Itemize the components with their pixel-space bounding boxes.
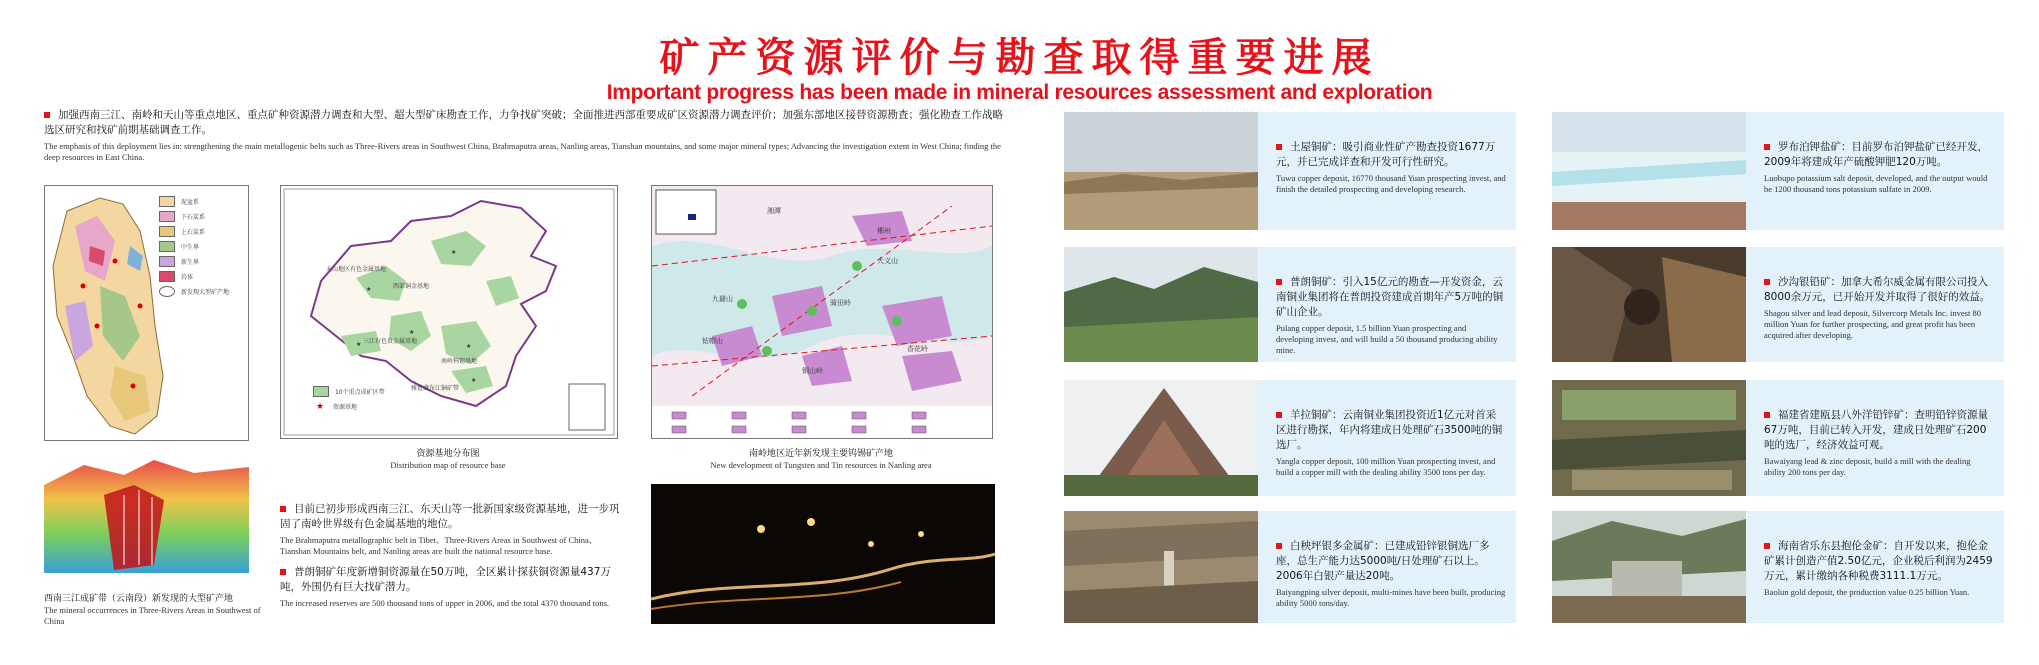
resource-base-text <box>280 502 620 609</box>
deposit-panel <box>1746 247 2004 362</box>
bullet-icon <box>1276 144 1282 150</box>
deposit-en: Baiyangping silver deposit, multi-mines have been built, producing ability 5000 tons/day. <box>1276 587 1506 608</box>
map-label: 九嶷山 <box>712 295 733 303</box>
base-item-en: The Brahmaputra metallographic belt in Tibet、Three-Rivers Areas in Southwest of China、Tianshan Mountains belt, and Nanling areas are built the national resource base. <box>280 535 598 556</box>
deposit-cn: 罗布泊钾盐矿：目前罗布泊钾盐矿已经开发，2009年将建成年产硫酸钾肥120万吨。 <box>1764 141 1988 168</box>
bullet-icon <box>1764 279 1770 285</box>
base-item-cn: 目前已初步形成西南三江、东天山等一批新国家级资源基地，进一步巩固了南岭世界级有色金属基地的地位。 <box>280 503 620 530</box>
deposit-cn: 土屋铜矿：吸引商业性矿产勘查投资1677万元，并已完成详查和开发可行性研究。 <box>1276 141 1496 168</box>
china-map-legend <box>313 384 385 414</box>
svg-text:★: ★ <box>356 341 362 348</box>
map-label: 钻帽山 <box>702 337 723 345</box>
bullet-icon <box>1764 543 1770 549</box>
nanling-map <box>651 185 993 439</box>
deposit-photo <box>1552 511 1746 623</box>
legend-item: 中生界 <box>159 239 229 254</box>
deposit-en: Bawaiyang lead & zinc deposit, build a mill with the dealing ability 200 tons per day. <box>1764 456 1971 477</box>
deposit-cn: 福建省建瓯县八外洋铅锌矿：查明铅锌资源量67万吨，目前已转入开发，建成日处理矿石200吨的选厂，经济效益可观。 <box>1764 409 1988 451</box>
deposit-cn: 普朗铜矿：引入15亿元的勘查—开发资金，云南铜业集团将在普朗投资建成首期年产5万吨的铜矿山企业。 <box>1276 276 1504 318</box>
map-label: 香花岭 <box>907 345 928 353</box>
deposit-panel <box>1258 247 1516 362</box>
map-label: 南岭钨锡基地 <box>441 358 478 365</box>
legend-item: 泥盆系 <box>159 194 229 209</box>
deposit-panel <box>1258 112 1516 230</box>
deposit-en: Yangla copper deposit, 100 million Yuan prospecting invest, and build a copper mill with the dealing ability 3500 tons per day. <box>1276 456 1496 477</box>
intro-cn: 加强西南三江、南岭和天山等重点地区、重点矿种资源潜力调查和大型、超大型矿床勘查工作，力争找矿突破；全面推进西部重要成矿区资源潜力调查评价；加强东部地区接替资源勘查；强化勘查工作战略选区研究和找矿前期基础调查工作。 <box>44 109 1003 136</box>
geology-3d-image <box>44 455 249 580</box>
bullet-icon <box>1276 543 1282 549</box>
bullet-icon <box>280 569 286 575</box>
deposit-photo <box>1552 380 1746 496</box>
deposit-en: Luobupo potassium salt deposit, developed, and the output would be 1200 thousand tons potassium sulfate in 2009. <box>1764 173 1988 194</box>
geology-map <box>44 185 249 441</box>
nanling-map-caption: 南岭地区近年新发现主要钨锡矿产地 New development of Tungsten and Tin resources in Nanling area <box>710 449 932 470</box>
svg-text:★: ★ <box>366 286 372 293</box>
star-icon: ★ <box>315 401 325 412</box>
deposit-photo <box>1552 112 1746 230</box>
bullet-icon <box>1764 412 1770 418</box>
map-label: 雅鲁藏布江铜矿带 <box>411 385 460 392</box>
night-mine-photo <box>651 484 995 624</box>
bullet-icon <box>1764 144 1770 150</box>
map-label: 骑田岭 <box>830 299 851 307</box>
map-label: 三江有色贵金属基地 <box>363 338 418 345</box>
deposit-panel <box>1746 511 2004 623</box>
map-label: 铜山岭 <box>802 367 823 375</box>
deposit-photo <box>1064 247 1258 362</box>
deposit-panel <box>1258 380 1516 496</box>
china-map-caption: 资源基地分布图 Distribution map of resource base <box>390 449 506 470</box>
map-label: 天山地区有色金属基地 <box>326 266 387 273</box>
legend-item: ★ 资源基地 <box>313 399 385 414</box>
deposit-photo <box>1552 247 1746 362</box>
geology-legend <box>159 194 229 299</box>
deposit-panel <box>1746 380 2004 496</box>
bullet-icon <box>44 112 50 118</box>
deposit-photo <box>1064 511 1258 623</box>
nanling-map-image <box>652 186 992 438</box>
intro-en: The emphasis of this deployment lies in: strengthening the main metallogenic belts such as Three-Rivers areas in Southwest China, Brahmaputra areas, Nanling areas, Tianshan mountains, and some major mineral types; Advancing the investigation extent in West China; finding the deep resources in East China. <box>44 141 1001 162</box>
legend-item: 10个重点成矿区带 <box>313 384 385 399</box>
geology-3d-caption: 西南三江成矿带（云南段）新发现的大型矿产地 The mineral occurrences in Three-Rivers Areas in Southwest of China <box>44 594 261 626</box>
map-label: 郴州 <box>877 227 891 235</box>
base-item-cn: 普朗铜矿年度新增铜资源量在50万吨，全区累计探获铜资源量437万吨，外围仍有巨大找矿潜力。 <box>280 566 611 593</box>
map-label: 大义山 <box>877 257 898 265</box>
deposit-cn: 沙沟银铅矿：加拿大希尔威金属有限公司投入8000余万元，已开始开发并取得了很好的效益。 <box>1764 276 1991 303</box>
deposit-panel <box>1746 112 2004 230</box>
deposit-en: Shagou silver and lead deposit, Silvercorp Metals Inc. invest 80 million Yuan for further prospecting, and great profit has been acquired after developing. <box>1764 308 1981 340</box>
bullet-icon <box>280 506 286 512</box>
legend-item: 下石炭系 <box>159 209 229 224</box>
map-label: 湘潭 <box>767 207 781 215</box>
legend-item: 新生界 <box>159 254 229 269</box>
bullet-icon <box>1276 412 1282 418</box>
page-title-en: Important progress has been made in mineral resources assessment and exploration <box>606 81 1433 104</box>
china-resource-map <box>280 185 618 439</box>
page-title-cn: 矿产资源评价与勘查取得重要进展 <box>659 35 1380 81</box>
svg-text:★: ★ <box>451 249 457 256</box>
svg-text:★: ★ <box>471 377 477 384</box>
legend-item: 新发现大型矿产地 <box>159 284 229 299</box>
base-item-en: The increased reserves are 500 thousand tons of upper in 2006, and the total 4370 thousand tons. <box>280 598 610 608</box>
deposit-panel <box>1258 511 1516 623</box>
legend-item: 岩体 <box>159 269 229 284</box>
deposit-cn: 白秧坪银多金属矿：已建成铅锌银铜选厂多座，总生产能力达5000吨/日处理矿石以上。2006年白银产量达20吨。 <box>1276 540 1490 582</box>
intro-block <box>44 108 1009 163</box>
deposit-en: Pulang copper deposit, 1.5 billion Yuan prospecting and developing invest, and will build a 50 thousand producing ability mine. <box>1276 323 1498 355</box>
deposit-en: Baolun gold deposit, the production value 0.25 billion Yuan. <box>1764 587 1970 597</box>
deposit-cn: 海南省乐东县抱伦金矿：自开发以来，抱伦金矿累计创造产值2.50亿元，企业税后利润为2459万元，累计缴纳各种税费3111.1万元。 <box>1764 540 1993 582</box>
svg-text:★: ★ <box>466 343 472 350</box>
geology-3d-model <box>44 455 249 580</box>
night-photo-image <box>651 484 995 624</box>
deposit-photo <box>1064 112 1258 230</box>
map-label: 西部铜金基地 <box>393 283 430 290</box>
deposit-en: Tuwu copper deposit, 16770 thousand Yuan prospecting invest, and finish the detailed prospecting and developing research. <box>1276 173 1506 194</box>
legend-item: 上石炭系 <box>159 224 229 239</box>
bullet-icon <box>1276 279 1282 285</box>
deposit-cn: 羊拉铜矿：云南铜业集团投资近1亿元对首采区进行勘探，年内将建成日处理矿石3500吨的铜选厂。 <box>1276 409 1503 451</box>
svg-text:★: ★ <box>409 329 415 336</box>
deposit-photo <box>1064 380 1258 496</box>
